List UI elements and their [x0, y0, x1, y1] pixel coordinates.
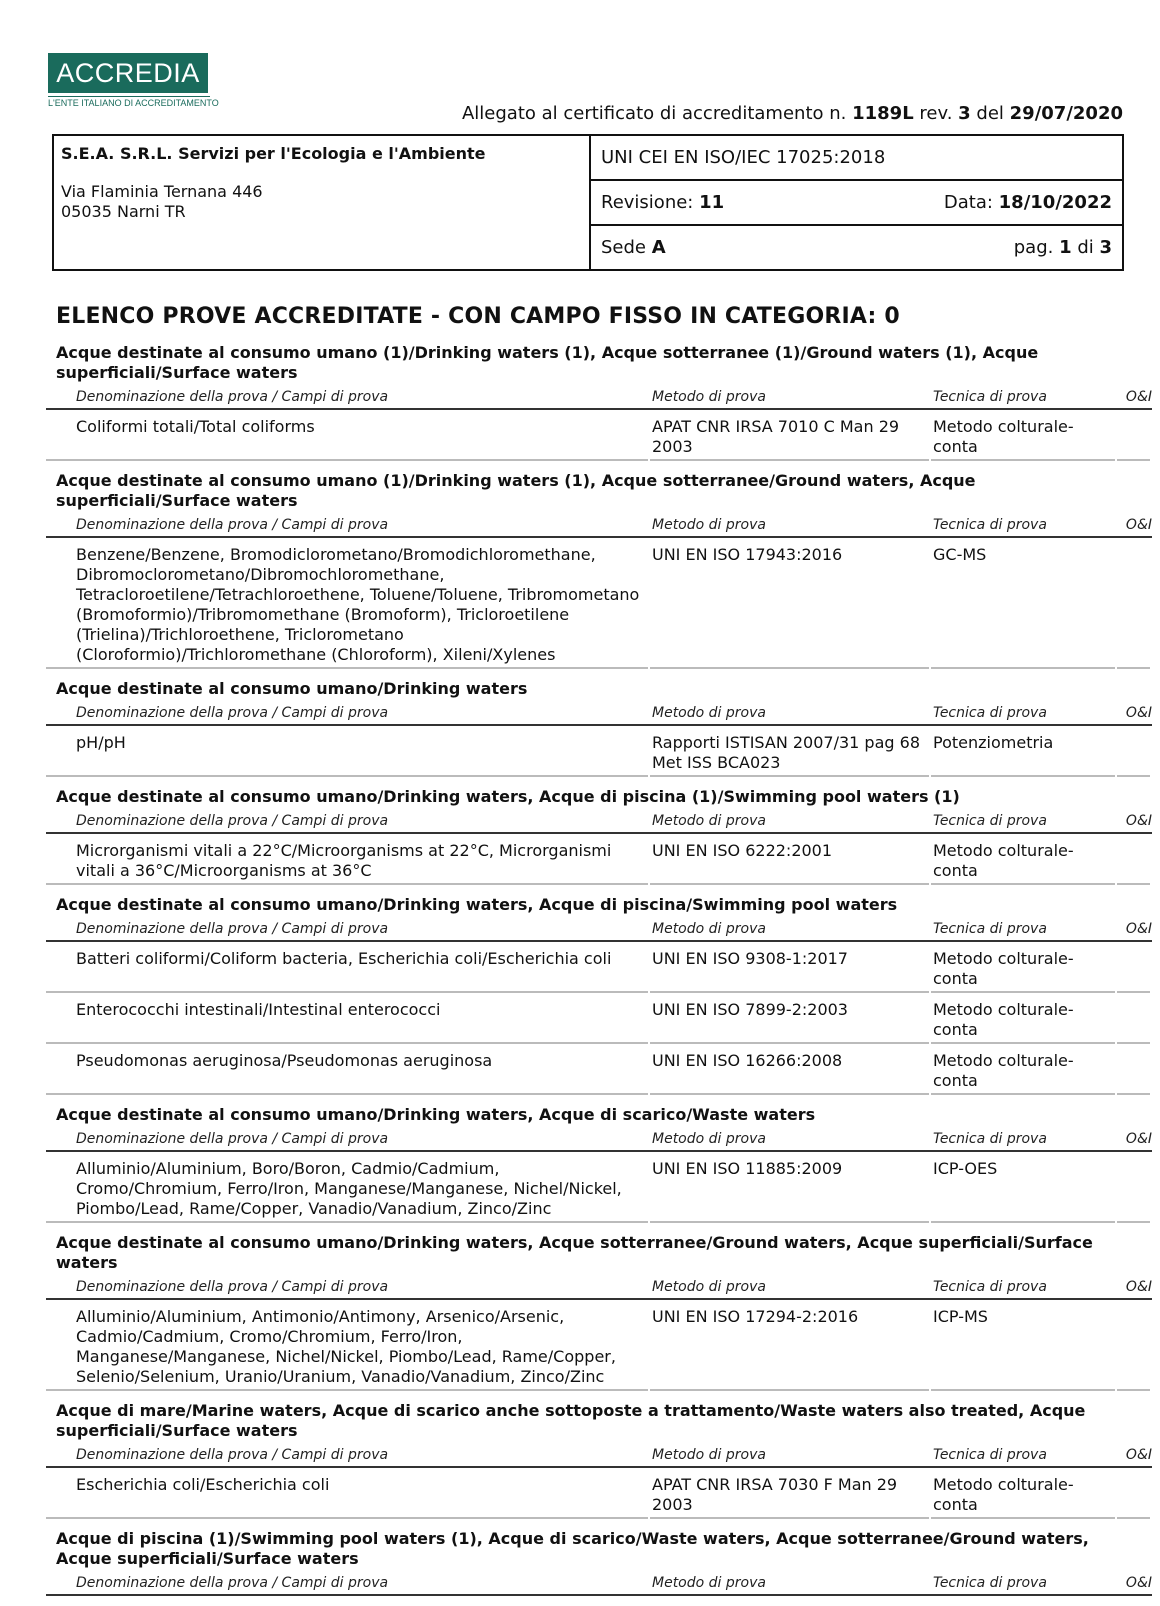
test-name: Coliformi totali/Total coliforms — [46, 417, 648, 461]
section-title: Acque di piscina (1)/Swimming pool waters (1), Acque di scarico/Waste waters, Acque sotterranee/Ground waters, Acque superficiali/Surface waters — [56, 1529, 1089, 1568]
accredia-logo — [48, 53, 219, 109]
test-oi — [1117, 1475, 1150, 1519]
test-technique: Potenziometria — [931, 733, 1115, 777]
section-title: Acque destinate al consumo umano/Drinking waters, Acque di piscina (1)/Swimming pool waters (1) — [56, 787, 960, 806]
test-name: Pseudomonas aeruginosa/Pseudomonas aeruginosa — [46, 1051, 648, 1095]
revision: Revisione: 11 — [601, 192, 725, 213]
column-header-technique: Tecnica di prova — [933, 517, 1047, 533]
standard-row — [591, 136, 1122, 181]
table-header — [46, 389, 1152, 410]
table-row — [46, 417, 1152, 461]
table-row — [46, 545, 1152, 669]
test-technique: Metodo colturale-conta — [931, 1475, 1115, 1519]
table-row — [46, 1307, 1152, 1391]
test-method: APAT CNR IRSA 7030 F Man 29 2003 — [650, 1475, 929, 1519]
column-header-oi: O&I — [1125, 389, 1152, 405]
table-row — [46, 841, 1152, 885]
column-header-technique: Tecnica di prova — [933, 813, 1047, 829]
column-header-technique: Tecnica di prova — [933, 1575, 1047, 1591]
test-method: APAT CNR IRSA 7010 C Man 29 2003 — [650, 417, 929, 461]
section-title: Acque destinate al consumo umano/Drinking waters, Acque di scarico/Waste waters — [56, 1105, 816, 1124]
site: Sede A — [601, 237, 666, 258]
section-title: Acque destinate al consumo umano (1)/Drinking waters (1), Acque sotterranee (1)/Ground waters (1), Acque superficiali/Surface waters — [56, 343, 1039, 382]
test-method: UNI EN ISO 11885:2009 — [650, 1159, 929, 1223]
lab-info — [54, 136, 591, 269]
column-header-technique: Tecnica di prova — [933, 1447, 1047, 1463]
standard: UNI CEI EN ISO/IEC 17025:2018 — [601, 147, 886, 168]
test-oi — [1117, 1307, 1150, 1391]
table-row — [46, 1475, 1152, 1519]
del-label: del — [970, 103, 1010, 124]
column-header-method: Metodo di prova — [652, 1447, 766, 1463]
address-line-1: Via Flaminia Ternana 446 — [61, 182, 263, 201]
column-header-name: Denominazione della prova / Campi di prova — [76, 389, 389, 405]
table-header — [46, 517, 1152, 538]
rev-label: rev. — [913, 103, 959, 124]
table-header — [46, 1279, 1152, 1300]
attachment-prefix: Allegato al certificato di accreditamento n. — [461, 103, 853, 124]
column-header-method: Metodo di prova — [652, 389, 766, 405]
test-section — [46, 343, 1152, 461]
test-oi — [1117, 545, 1150, 669]
test-oi — [1117, 1159, 1150, 1223]
test-name: Enterococchi intestinali/Intestinal enterococci — [46, 1000, 648, 1044]
test-oi — [1117, 841, 1150, 885]
section-title: Acque destinate al consumo umano/Drinking waters — [56, 679, 528, 698]
test-technique: Metodo colturale-conta — [931, 1000, 1115, 1044]
test-oi — [1117, 949, 1150, 993]
column-header-oi: O&I — [1125, 705, 1152, 721]
page-number: pag. 1 di 3 — [1013, 237, 1112, 258]
test-technique: Metodo colturale-conta — [931, 949, 1115, 993]
site-row — [591, 226, 1122, 269]
table-row — [46, 1000, 1152, 1044]
test-method: UNI EN ISO 6222:2001 — [650, 841, 929, 885]
certificate-rev: 3 — [958, 103, 971, 124]
test-method: UNI EN ISO 9308-1:2017 — [650, 949, 929, 993]
test-section — [46, 1401, 1152, 1519]
test-technique: GC-MS — [931, 545, 1115, 669]
column-header-method: Metodo di prova — [652, 1131, 766, 1147]
test-technique: ICP-OES — [931, 1159, 1115, 1223]
address-line-2: 05035 Narni TR — [61, 202, 186, 221]
logo-wordmark: ACCREDIA — [48, 53, 208, 93]
column-header-method: Metodo di prova — [652, 1575, 766, 1591]
section-title: Acque destinate al consumo umano/Drinking waters, Acque di piscina/Swimming pool waters — [56, 895, 898, 914]
certificate-date: 29/07/2020 — [1009, 103, 1123, 124]
column-header-oi: O&I — [1125, 1447, 1152, 1463]
test-technique: Metodo colturale-conta — [931, 417, 1115, 461]
column-header-oi: O&I — [1125, 1279, 1152, 1295]
test-list — [46, 343, 1152, 1606]
test-method: Rapporti ISTISAN 2007/31 pag 68 Met ISS BCA023 — [650, 733, 929, 777]
column-header-method: Metodo di prova — [652, 517, 766, 533]
section-title: Acque di mare/Marine waters, Acque di scarico anche sottoposte a trattamento/Waste waters also treated, Acque superficiali/Surface waters — [56, 1401, 1086, 1440]
column-header-name: Denominazione della prova / Campi di prova — [76, 813, 389, 829]
table-header — [46, 705, 1152, 726]
revision-date: Data: 18/10/2022 — [943, 192, 1112, 213]
column-header-technique: Tecnica di prova — [933, 921, 1047, 937]
column-header-oi: O&I — [1125, 813, 1152, 829]
logo-tagline: L'ENTE ITALIANO DI ACCREDITAMENTO — [48, 98, 219, 108]
section-title: Acque destinate al consumo umano (1)/Drinking waters (1), Acque sotterranee/Ground waters, Acque superficiali/Surface waters — [56, 471, 976, 510]
column-header-method: Metodo di prova — [652, 1279, 766, 1295]
test-section — [46, 787, 1152, 885]
test-technique: Metodo colturale-conta — [931, 841, 1115, 885]
test-name: Batteri coliformi/Coliform bacteria, Escherichia coli/Escherichia coli — [46, 949, 648, 993]
test-method: UNI EN ISO 17943:2016 — [650, 545, 929, 669]
certificate-reference — [462, 103, 1123, 124]
revision-row — [591, 181, 1122, 226]
company-name: S.E.A. S.R.L. Servizi per l'Ecologia e l'Ambiente — [61, 144, 486, 163]
test-section — [46, 895, 1152, 1095]
column-header-technique: Tecnica di prova — [933, 1131, 1047, 1147]
test-oi — [1117, 1051, 1150, 1095]
table-row — [46, 1051, 1152, 1095]
section-title: Acque destinate al consumo umano/Drinking waters, Acque sotterranee/Ground waters, Acque superficiali/Surface waters — [56, 1233, 1093, 1272]
page-title: ELENCO PROVE ACCREDITATE - CON CAMPO FISSO IN CATEGORIA: 0 — [56, 304, 900, 329]
column-header-method: Metodo di prova — [652, 705, 766, 721]
test-name: Escherichia coli/Escherichia coli — [46, 1475, 648, 1519]
test-section — [46, 471, 1152, 669]
test-section — [46, 1529, 1152, 1596]
test-method: UNI EN ISO 7899-2:2003 — [650, 1000, 929, 1044]
column-header-technique: Tecnica di prova — [933, 1279, 1047, 1295]
test-name: Benzene/Benzene, Bromodiclorometano/Bromodichloromethane, Dibromoclorometano/Dibromochloromethane, Tetracloroetilene/Tetrachloroethene, Toluene/Toluene, Tribromometano (Bromoformio)/Tribromomethane (Bromoform), Tricloroetilene (Trielina)/Trichloroethene, Triclorometano (Cloroformio)/Trichloromethane (Chloroform), Xileni/Xylenes — [46, 545, 648, 669]
column-header-oi: O&I — [1125, 921, 1152, 937]
test-name: Alluminio/Aluminium, Antimonio/Antimony, Arsenico/Arsenic, Cadmio/Cadmium, Cromo/Chromium, Ferro/Iron, Manganese/Manganese, Nichel/Nickel, Piombo/Lead, Rame/Copper, Selenio/Selenium, Uranio/Uranium, Vanadio/Vanadium, Zinco/Zinc — [46, 1307, 648, 1391]
test-section — [46, 1233, 1152, 1391]
table-row — [46, 733, 1152, 777]
column-header-name: Denominazione della prova / Campi di prova — [76, 1447, 389, 1463]
document-info — [591, 136, 1122, 269]
table-row — [46, 1159, 1152, 1223]
header-box — [52, 134, 1124, 271]
certificate-number: 1189L — [852, 103, 914, 124]
table-header — [46, 1131, 1152, 1152]
column-header-name: Denominazione della prova / Campi di prova — [76, 1575, 389, 1591]
column-header-name: Denominazione della prova / Campi di prova — [76, 921, 389, 937]
column-header-oi: O&I — [1125, 1131, 1152, 1147]
test-method: UNI EN ISO 16266:2008 — [650, 1051, 929, 1095]
test-section — [46, 1105, 1152, 1223]
test-section — [46, 679, 1152, 777]
column-header-method: Metodo di prova — [652, 813, 766, 829]
column-header-name: Denominazione della prova / Campi di prova — [76, 1279, 389, 1295]
test-oi — [1117, 1000, 1150, 1044]
table-row — [46, 949, 1152, 993]
test-oi — [1117, 733, 1150, 777]
column-header-oi: O&I — [1125, 517, 1152, 533]
column-header-technique: Tecnica di prova — [933, 389, 1047, 405]
test-method: UNI EN ISO 17294-2:2016 — [650, 1307, 929, 1391]
column-header-method: Metodo di prova — [652, 921, 766, 937]
column-header-oi: O&I — [1125, 1575, 1152, 1591]
test-name: pH/pH — [46, 733, 648, 777]
table-header — [46, 1447, 1152, 1468]
table-header — [46, 921, 1152, 942]
column-header-name: Denominazione della prova / Campi di prova — [76, 517, 389, 533]
test-technique: Metodo colturale-conta — [931, 1051, 1115, 1095]
column-header-name: Denominazione della prova / Campi di prova — [76, 705, 389, 721]
test-oi — [1117, 417, 1150, 461]
column-header-name: Denominazione della prova / Campi di prova — [76, 1131, 389, 1147]
test-name: Alluminio/Aluminium, Boro/Boron, Cadmio/Cadmium, Cromo/Chromium, Ferro/Iron, Manganese/Manganese, Nichel/Nickel, Piombo/Lead, Rame/Copper, Vanadio/Vanadium, Zinco/Zinc — [46, 1159, 648, 1223]
test-name: Microrganismi vitali a 22°C/Microorganisms at 22°C, Microrganismi vitali a 36°C/Microorganisms at 36°C — [46, 841, 648, 885]
table-header — [46, 813, 1152, 834]
test-technique: ICP-MS — [931, 1307, 1115, 1391]
table-header — [46, 1575, 1152, 1596]
column-header-technique: Tecnica di prova — [933, 705, 1047, 721]
